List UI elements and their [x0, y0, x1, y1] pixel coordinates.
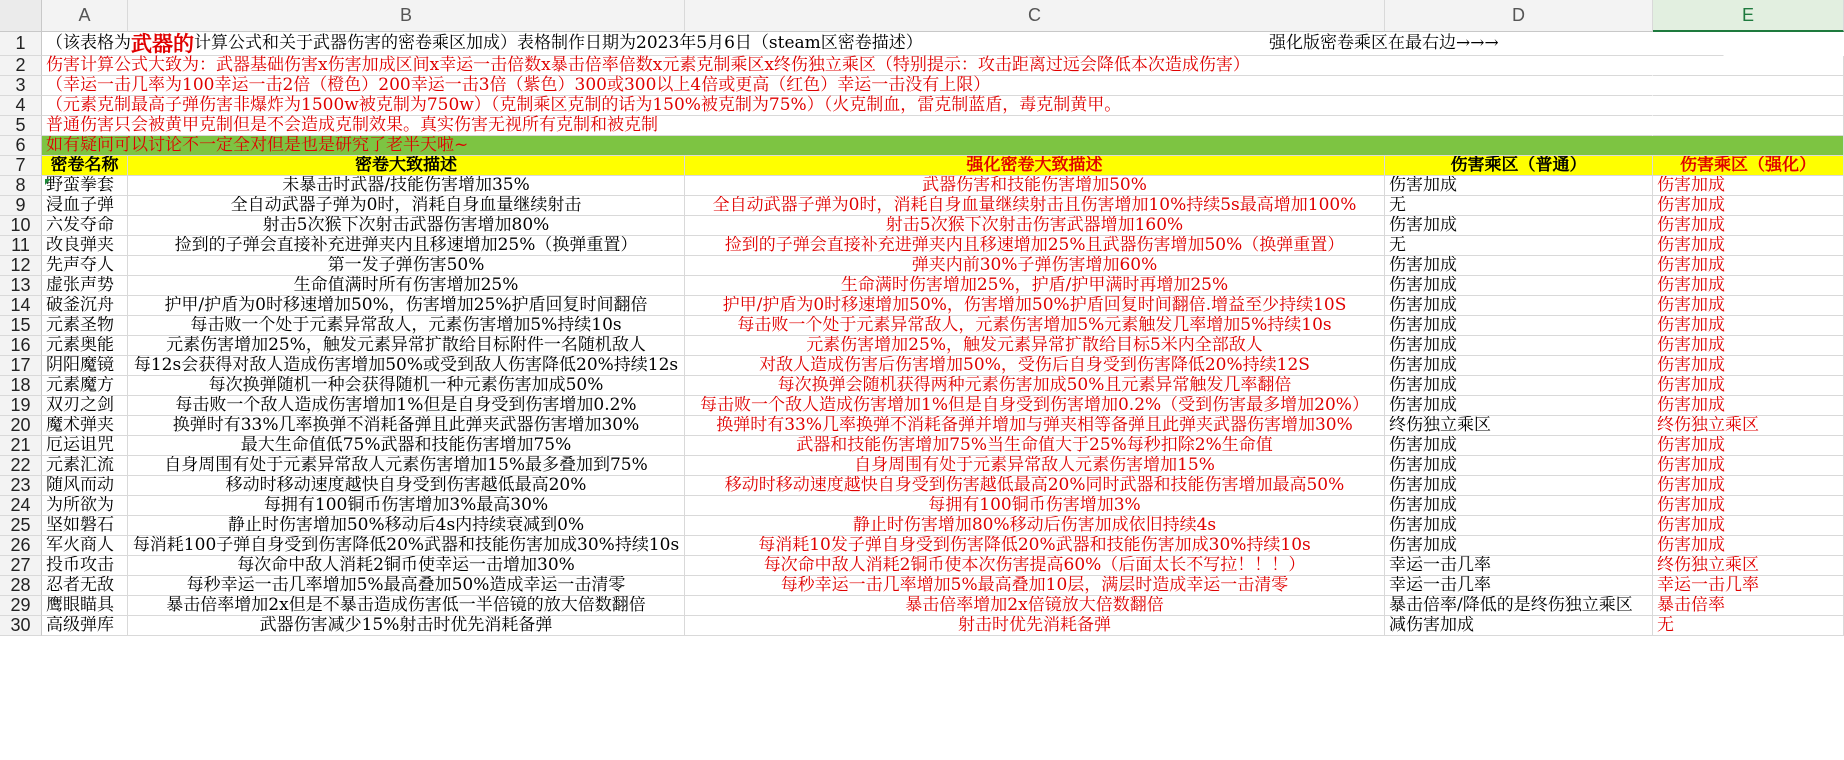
damage-zone-cell[interactable]: 伤害加成 — [1385, 516, 1653, 536]
damage-zone-cell[interactable]: 伤害加成 — [1385, 296, 1653, 316]
header-enhanced-zone-cell[interactable]: 伤害乘区（强化） — [1653, 156, 1844, 176]
name-cell[interactable] — [42, 496, 128, 516]
row-number[interactable]: 20 — [0, 416, 42, 436]
name-cell[interactable] — [42, 196, 128, 216]
enhanced-damage-zone-cell[interactable]: 伤害加成 — [1653, 516, 1844, 536]
name-cell[interactable] — [42, 436, 128, 456]
enhanced-description-cell[interactable]: 生命满时伤害增加25%，护盾/护甲满时再增加25% — [685, 276, 1385, 296]
table-row — [0, 196, 1844, 216]
name-cell[interactable] — [42, 416, 128, 436]
damage-zone-cell[interactable]: 伤害加成 — [1385, 256, 1653, 276]
name-cell[interactable] — [42, 336, 128, 356]
header-enhanced-desc-cell[interactable]: 强化密卷大致描述 — [685, 156, 1385, 176]
name-cell[interactable] — [42, 576, 128, 596]
column-header-b[interactable]: B — [128, 0, 685, 32]
name-text: 厄运诅咒 — [46, 436, 114, 455]
name-text: 坚如磐石 — [46, 516, 114, 535]
row-number[interactable]: 11 — [0, 236, 42, 256]
row-number[interactable]: 5 — [0, 116, 42, 136]
enhanced-damage-zone-cell[interactable]: 伤害加成 — [1653, 256, 1844, 276]
enhanced-damage-zone-cell[interactable]: 伤害加成 — [1653, 276, 1844, 296]
table-row — [0, 496, 1844, 516]
header-zone-cell[interactable]: 伤害乘区（普通） — [1385, 156, 1653, 176]
row-number[interactable]: 9 — [0, 196, 42, 216]
description-cell[interactable]: 自身周围有处于元素异常敌人元素伤害增加15%最多叠加到75% — [128, 456, 685, 476]
row-number[interactable]: 25 — [0, 516, 42, 536]
enhanced-description-cell[interactable]: 武器伤害和技能伤害增加50% — [685, 176, 1385, 196]
note-cell[interactable]: （幸运一击几率为100幸运一击2倍（橙色）200幸运一击3倍（紫色）300或300以上4倍或更高（红色）幸运一击没有上限） — [42, 76, 1653, 96]
description-cell[interactable]: 每次命中敌人消耗2铜币使幸运一击增加30% — [128, 556, 685, 576]
damage-zone-cell[interactable]: 伤害加成 — [1385, 316, 1653, 336]
damage-zone-cell[interactable]: 伤害加成 — [1385, 456, 1653, 476]
row-number[interactable]: 7 — [0, 156, 42, 176]
table-row — [0, 556, 1844, 576]
row-number[interactable]: 14 — [0, 296, 42, 316]
row-number[interactable]: 4 — [0, 96, 42, 116]
description-cell[interactable]: 元素伤害增加25%，触发元素异常扩散给目标附件一名随机敌人 — [128, 336, 685, 356]
name-cell[interactable] — [42, 596, 128, 616]
sheet-row — [0, 116, 1844, 136]
name-text: 双刃之剑 — [46, 396, 114, 415]
enhanced-damage-zone-cell[interactable]: 伤害加成 — [1653, 496, 1844, 516]
note-cell[interactable]: 伤害计算公式大致为：武器基础伤害x伤害加成区间x幸运一击倍数x暴击倍率倍数x元素克制乘区x终伤独立乘区（特别提示：攻击距离过远会降低本次造成伤害） — [42, 56, 1653, 76]
enhanced-description-cell[interactable]: 换弹时有33%几率换弹不消耗备弹并增加与弹夹相等备弹且此弹夹武器伤害增加30% — [685, 416, 1385, 436]
enhanced-description-cell[interactable]: 每次命中敌人消耗2铜币使本次伤害提高60%（后面太长不写拉！！！） — [685, 556, 1385, 576]
table-row — [0, 396, 1844, 416]
table-row — [0, 176, 1844, 196]
row-number[interactable]: 1 — [0, 32, 42, 56]
table-row — [0, 356, 1844, 376]
table-row — [0, 276, 1844, 296]
name-text: 魔术弹夹 — [46, 416, 114, 435]
name-text: 阴阳魔镜 — [46, 356, 114, 375]
table-row — [0, 516, 1844, 536]
enhanced-damage-zone-cell[interactable]: 暴击倍率 — [1653, 596, 1844, 616]
enhanced-description-cell[interactable]: 每拥有100铜币伤害增加3% — [685, 496, 1385, 516]
name-cell[interactable] — [42, 356, 128, 376]
row-number[interactable]: 23 — [0, 476, 42, 496]
empty-cell[interactable] — [1653, 116, 1844, 136]
row-number[interactable]: 13 — [0, 276, 42, 296]
description-cell[interactable]: 全自动武器子弹为0时，消耗自身血量继续射击 — [128, 196, 685, 216]
table-row — [0, 256, 1844, 276]
name-text: 改良弹夹 — [46, 236, 114, 255]
row-number[interactable]: 6 — [0, 136, 42, 156]
comment-marker-icon — [45, 179, 51, 185]
column-header-row — [0, 0, 1844, 32]
name-cell[interactable] — [42, 476, 128, 496]
enhanced-damage-zone-cell[interactable]: 伤害加成 — [1653, 236, 1844, 256]
enhanced-description-cell[interactable]: 自身周围有处于元素异常敌人元素伤害增加15% — [685, 456, 1385, 476]
enhanced-description-cell[interactable]: 射击5次猴下次射击伤害武器增加160% — [685, 216, 1385, 236]
note-cell[interactable]: 普通伤害只会被黄甲克制但是不会造成克制效果。真实伤害无视所有克制和被克制 — [42, 116, 1653, 136]
table-row — [0, 216, 1844, 236]
damage-zone-cell[interactable]: 减伤害加成 — [1385, 616, 1653, 636]
name-cell[interactable] — [42, 256, 128, 276]
row-number[interactable]: 3 — [0, 76, 42, 96]
description-cell[interactable]: 捡到的子弹会直接补充进弹夹内且移速增加25%（换弹重置） — [128, 236, 685, 256]
row-number[interactable]: 2 — [0, 56, 42, 76]
enhanced-damage-zone-cell[interactable]: 伤害加成 — [1653, 216, 1844, 236]
description-cell[interactable]: 护甲/护盾为0时移速增加50%，伤害增加25%护盾回复时间翻倍 — [128, 296, 685, 316]
table-row — [0, 576, 1844, 596]
name-cell[interactable] — [42, 296, 128, 316]
name-text: 破釜沉舟 — [46, 296, 114, 315]
name-cell[interactable] — [42, 316, 128, 336]
enhanced-description-cell[interactable]: 每秒幸运一击几率增加5%最高叠加10层，满层时造成幸运一击清零 — [685, 576, 1385, 596]
damage-zone-cell[interactable]: 伤害加成 — [1385, 476, 1653, 496]
description-cell[interactable]: 第一发子弹伤害50% — [128, 256, 685, 276]
damage-zone-cell[interactable]: 无 — [1385, 196, 1653, 216]
name-text: 虚张声势 — [46, 276, 114, 295]
row-number[interactable]: 8 — [0, 176, 42, 196]
enhanced-description-cell[interactable]: 捡到的子弹会直接补充进弹夹内且移速增加25%且武器伤害增加50%（换弹重置） — [685, 236, 1385, 256]
enhanced-damage-zone-cell[interactable]: 伤害加成 — [1653, 476, 1844, 496]
description-cell[interactable]: 每12s会获得对敌人造成伤害增加50%或受到敌人伤害降低20%持续12s — [128, 356, 685, 376]
damage-zone-cell[interactable]: 伤害加成 — [1385, 176, 1653, 196]
table-row — [0, 456, 1844, 476]
name-cell[interactable] — [42, 376, 128, 396]
description-cell[interactable]: 每消耗100子弹自身受到伤害降低20%武器和技能伤害加成30%持续10s — [128, 536, 685, 556]
name-cell[interactable] — [42, 516, 128, 536]
table-row — [0, 236, 1844, 256]
empty-cell[interactable] — [1653, 56, 1844, 76]
row-number[interactable]: 18 — [0, 376, 42, 396]
table-row — [0, 296, 1844, 316]
name-text: 随风而动 — [46, 476, 114, 495]
name-text: 投币攻击 — [46, 556, 114, 575]
enhanced-description-cell[interactable]: 移动时移动速度越快自身受到伤害越低最高20%同时武器和技能伤害增加最高50% — [685, 476, 1385, 496]
column-header-d[interactable]: D — [1385, 0, 1653, 32]
table-row — [0, 616, 1844, 636]
name-text: 元素奥能 — [46, 336, 114, 355]
table-row — [0, 596, 1844, 616]
select-all-corner[interactable] — [0, 0, 42, 32]
enhanced-damage-zone-cell[interactable]: 伤害加成 — [1653, 456, 1844, 476]
row-number[interactable]: 21 — [0, 436, 42, 456]
row-number[interactable]: 19 — [0, 396, 42, 416]
enhanced-damage-zone-cell[interactable]: 终伤独立乘区 — [1653, 556, 1844, 576]
name-text: 浸血子弹 — [46, 196, 114, 215]
sheet-row — [0, 32, 1844, 56]
name-text: 六发夺命 — [46, 216, 114, 235]
description-cell[interactable]: 未暴击时武器/技能伤害增加35% — [128, 176, 685, 196]
column-header-e[interactable]: E — [1653, 0, 1844, 32]
damage-zone-cell[interactable]: 暴击倍率/降低的是终伤独立乘区 — [1385, 596, 1653, 616]
name-cell[interactable] — [42, 236, 128, 256]
sheet-row — [0, 96, 1844, 116]
note-cell[interactable]: （元素克制最高子弹伤害非爆炸为1500w被克制为750w）（克制乘区克制的话为150%被克制为75%）（火克制血，雷克制蓝盾，毒克制黄甲。 — [42, 96, 1653, 116]
name-cell[interactable] — [42, 176, 128, 196]
name-text: 忍者无敌 — [46, 576, 114, 595]
description-cell[interactable]: 最大生命值低75%武器和技能伤害增加75% — [128, 436, 685, 456]
sheet-row — [0, 76, 1844, 96]
name-cell[interactable] — [42, 396, 128, 416]
description-cell[interactable]: 每击败一个敌人造成伤害增加1%但是自身受到伤害增加0.2% — [128, 396, 685, 416]
table-row — [0, 536, 1844, 556]
description-cell[interactable]: 换弹时有33%几率换弹不消耗备弹且此弹夹武器伤害增加30% — [128, 416, 685, 436]
enhanced-damage-zone-cell[interactable]: 伤害加成 — [1653, 336, 1844, 356]
name-text: 先声夺人 — [46, 256, 114, 275]
damage-zone-cell[interactable]: 伤害加成 — [1385, 396, 1653, 416]
name-text: 军火商人 — [46, 536, 114, 555]
description-cell[interactable]: 武器伤害减少15%射击时优先消耗备弹 — [128, 616, 685, 636]
enhanced-damage-zone-cell[interactable]: 伤害加成 — [1653, 376, 1844, 396]
name-cell[interactable] — [42, 216, 128, 236]
enhanced-damage-zone-cell[interactable]: 伤害加成 — [1653, 316, 1844, 336]
damage-zone-cell[interactable]: 伤害加成 — [1385, 496, 1653, 516]
name-cell[interactable] — [42, 456, 128, 476]
enhanced-description-cell[interactable]: 元素伤害增加25%，触发元素异常扩散给目标5米内全部敌人 — [685, 336, 1385, 356]
title-suffix: 计算公式和关于武器伤害的密卷乘区加成）表格制作日期为2023年5月6日（steam区密卷描述） — [194, 33, 923, 53]
enhanced-description-cell[interactable]: 全自动武器子弹为0时，消耗自身血量继续射击且伤害增加10%持续5s最高增加100% — [685, 196, 1385, 216]
name-text: 为所欲为 — [46, 496, 114, 515]
row-number[interactable]: 24 — [0, 496, 42, 516]
damage-zone-cell[interactable]: 幸运一击几率 — [1385, 576, 1653, 596]
name-text: 鹰眼瞄具 — [46, 596, 114, 615]
enhanced-damage-zone-cell[interactable]: 伤害加成 — [1653, 436, 1844, 456]
enhanced-description-cell[interactable]: 护甲/护盾为0时移速增加50%，伤害增加50%护盾回复时间翻倍.增益至少持续10S — [685, 296, 1385, 316]
name-text: 高级弹库 — [46, 616, 114, 635]
row-number[interactable]: 10 — [0, 216, 42, 236]
title-cell[interactable] — [42, 32, 1385, 56]
row-number[interactable]: 16 — [0, 336, 42, 356]
damage-zone-cell[interactable]: 伤害加成 — [1385, 336, 1653, 356]
title-note-cell[interactable]: 强化版密卷乘区在最右边→→→ — [1265, 32, 1724, 56]
header-name-cell[interactable]: 密卷名称 — [42, 156, 128, 176]
enhanced-damage-zone-cell[interactable]: 伤害加成 — [1653, 536, 1844, 556]
header-desc-cell[interactable]: 密卷大致描述 — [128, 156, 685, 176]
enhanced-description-cell[interactable]: 静止时伤害增加80%移动后伤害加成依旧持续4s — [685, 516, 1385, 536]
table-row — [0, 436, 1844, 456]
column-header-a[interactable]: A — [42, 0, 128, 32]
description-cell[interactable]: 暴击倍率增加2x但是不暴击造成伤害低一半倍镜的放大倍数翻倍 — [128, 596, 685, 616]
table-row — [0, 316, 1844, 336]
enhanced-damage-zone-cell[interactable]: 伤害加成 — [1653, 176, 1844, 196]
enhanced-damage-zone-cell[interactable]: 伤害加成 — [1653, 196, 1844, 216]
enhanced-description-cell[interactable]: 每击败一个敌人造成伤害增加1%但是自身受到伤害增加0.2%（受到伤害最多增加20%） — [685, 396, 1385, 416]
name-cell[interactable] — [42, 556, 128, 576]
row-number[interactable]: 17 — [0, 356, 42, 376]
description-cell[interactable]: 每击败一个处于元素异常敌人，元素伤害增加5%持续10s — [128, 316, 685, 336]
table-row — [0, 336, 1844, 356]
description-cell[interactable]: 每次换弹随机一种会获得随机一种元素伤害加成50% — [128, 376, 685, 396]
empty-cell[interactable] — [1653, 76, 1844, 96]
enhanced-description-cell[interactable]: 暴击倍率增加2x倍镜放大倍数翻倍 — [685, 596, 1385, 616]
row-number[interactable]: 15 — [0, 316, 42, 336]
table-header-row — [0, 156, 1844, 176]
enhanced-description-cell[interactable]: 武器和技能伤害增加75%当生命值大于25%每秒扣除2%生命值 — [685, 436, 1385, 456]
description-cell[interactable]: 生命值满时所有伤害增加25% — [128, 276, 685, 296]
damage-zone-cell[interactable]: 终伤独立乘区 — [1385, 416, 1653, 436]
description-cell[interactable]: 移动时移动速度越快自身受到伤害越低最高20% — [128, 476, 685, 496]
title-highlight: 武器的 — [131, 31, 194, 56]
damage-zone-cell[interactable]: 伤害加成 — [1385, 376, 1653, 396]
damage-zone-cell[interactable]: 无 — [1385, 236, 1653, 256]
name-text: 元素汇流 — [46, 456, 114, 475]
enhanced-damage-zone-cell[interactable]: 伤害加成 — [1653, 396, 1844, 416]
enhanced-damage-zone-cell[interactable]: 伤害加成 — [1653, 356, 1844, 376]
enhanced-damage-zone-cell[interactable]: 终伤独立乘区 — [1653, 416, 1844, 436]
enhanced-description-cell[interactable]: 对敌人造成伤害后伤害增加50%，受伤后自身受到伤害降低20%持续12S — [685, 356, 1385, 376]
title-prefix: （该表格为 — [46, 33, 131, 53]
description-cell[interactable]: 射击5次猴下次射击武器伤害增加80% — [128, 216, 685, 236]
damage-zone-cell[interactable]: 伤害加成 — [1385, 216, 1653, 236]
name-cell[interactable] — [42, 536, 128, 556]
enhanced-description-cell[interactable]: 弹夹内前30%子弹伤害增加60% — [685, 256, 1385, 276]
name-text: 野蛮拳套 — [46, 176, 114, 195]
enhanced-description-cell[interactable]: 射击时优先消耗备弹 — [685, 616, 1385, 636]
description-cell[interactable]: 每秒幸运一击几率增加5%最高叠加50%造成幸运一击清零 — [128, 576, 685, 596]
table-row — [0, 376, 1844, 396]
row-number[interactable]: 28 — [0, 576, 42, 596]
note-cell[interactable]: 如有疑问可以讨论不一定全对但是也是研究了老半天啦~ — [42, 136, 1844, 156]
table-row — [0, 476, 1844, 496]
damage-zone-cell[interactable]: 伤害加成 — [1385, 356, 1653, 376]
name-text: 元素圣物 — [46, 316, 114, 335]
enhanced-damage-zone-cell[interactable]: 无 — [1653, 616, 1844, 636]
enhanced-description-cell[interactable]: 每次换弹会随机获得两种元素伤害加成50%且元素异常触发几率翻倍 — [685, 376, 1385, 396]
name-cell[interactable] — [42, 616, 128, 636]
table-row — [0, 416, 1844, 436]
sheet-row — [0, 56, 1844, 76]
name-cell[interactable] — [42, 276, 128, 296]
damage-zone-cell[interactable]: 幸运一击几率 — [1385, 556, 1653, 576]
row-number[interactable]: 26 — [0, 536, 42, 556]
sheet-row — [0, 136, 1844, 156]
column-header-c[interactable]: C — [685, 0, 1385, 32]
row-number[interactable]: 29 — [0, 596, 42, 616]
damage-zone-cell[interactable]: 伤害加成 — [1385, 276, 1653, 296]
enhanced-damage-zone-cell[interactable]: 幸运一击几率 — [1653, 576, 1844, 596]
damage-zone-cell[interactable]: 伤害加成 — [1385, 436, 1653, 456]
empty-cell[interactable] — [1653, 96, 1844, 116]
row-number[interactable]: 22 — [0, 456, 42, 476]
enhanced-damage-zone-cell[interactable]: 伤害加成 — [1653, 296, 1844, 316]
enhanced-description-cell[interactable]: 每击败一个处于元素异常敌人，元素伤害增加5%元素触发几率增加5%持续10s — [685, 316, 1385, 336]
row-number[interactable]: 27 — [0, 556, 42, 576]
description-cell[interactable]: 每拥有100铜币伤害增加3%最高30% — [128, 496, 685, 516]
description-cell[interactable]: 静止时伤害增加50%移动后4s内持续衰减到0% — [128, 516, 685, 536]
row-number[interactable]: 12 — [0, 256, 42, 276]
name-text: 元素魔方 — [46, 376, 114, 395]
row-number[interactable]: 30 — [0, 616, 42, 636]
enhanced-description-cell[interactable]: 每消耗10发子弹自身受到伤害降低20%武器和技能伤害加成30%持续10s — [685, 536, 1385, 556]
damage-zone-cell[interactable]: 伤害加成 — [1385, 536, 1653, 556]
